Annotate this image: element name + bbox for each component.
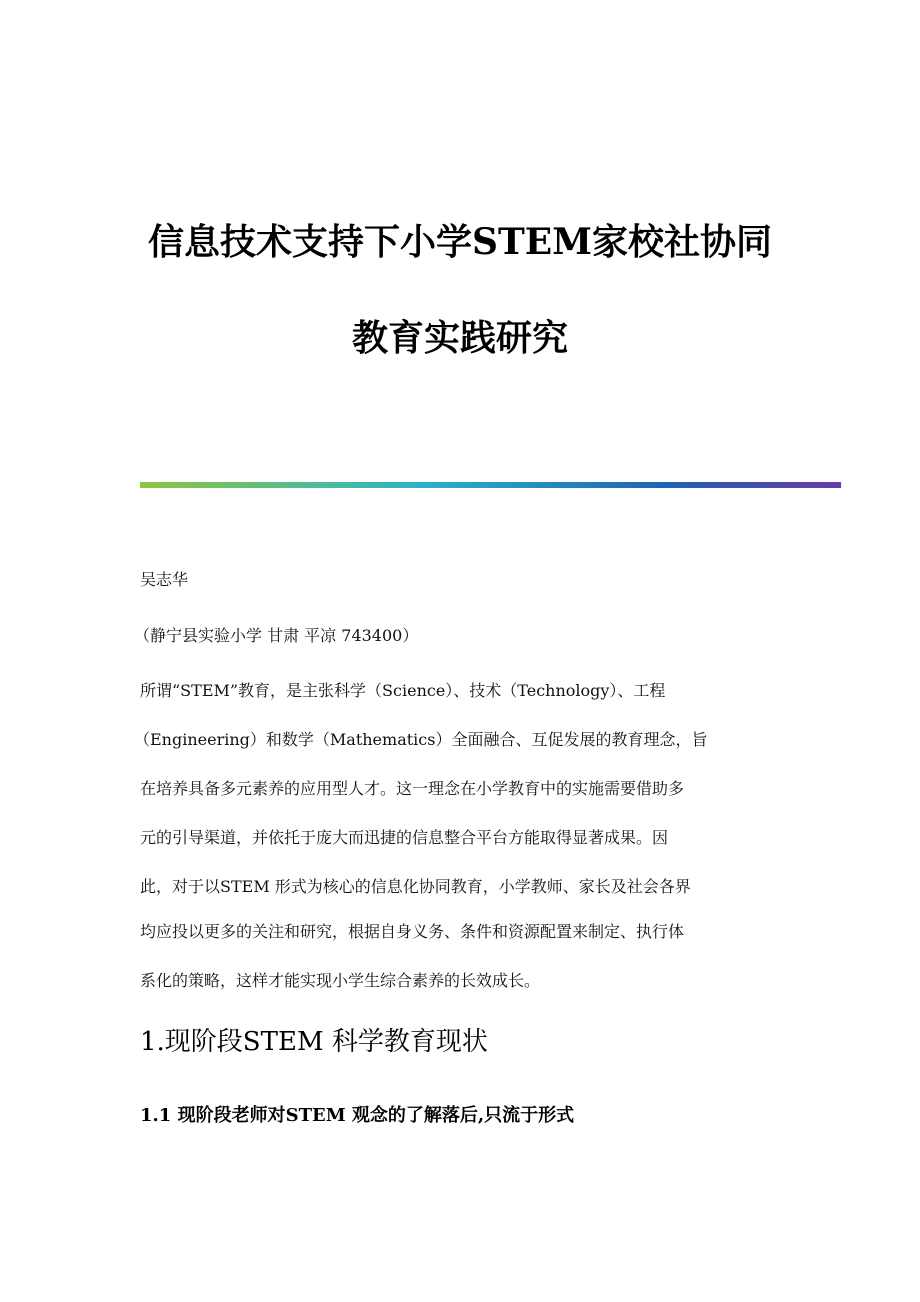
abstract-line: 此，对于以STEM 形式为核心的信息化协同教育，小学教师、家长及社会各界	[140, 877, 691, 896]
author-affiliation: （静宁县实验小学 甘肃 平凉 743400）	[134, 626, 419, 645]
abstract-line: 系化的策略，这样才能实现小学生综合素养的长效成长。	[140, 971, 541, 990]
subsection-heading-1-1: 1.1 现阶段老师对STEM 观念的了解落后,只流于形式	[140, 1105, 575, 1126]
abstract-line: 在培养具备多元素养的应用型人才。这一理念在小学教育中的实施需要借助多	[140, 779, 685, 798]
abstract-line: （Engineering）和数学（Mathematics）全面融合、互促发展的教育理念，旨	[134, 730, 708, 749]
section-heading-1: 1.现阶段STEM 科学教育现状	[140, 1027, 488, 1057]
title-divider	[140, 482, 841, 488]
author-name: 吴志华	[140, 570, 189, 589]
document-title-line-2: 教育实践研究	[351, 317, 568, 359]
abstract-line: 元的引导渠道，并依托于庞大而迅捷的信息整合平台方能取得显著成果。因	[140, 828, 669, 847]
document-title-line-1: 信息技术支持下小学STEM家校社协同	[147, 221, 773, 263]
abstract-line: 均应投以更多的关注和研究，根据自身义务、条件和资源配置来制定、执行体	[140, 922, 685, 941]
abstract-line: 所谓“STEM”教育，是主张科学（Science）、技术（Technology）、工程	[140, 681, 666, 700]
